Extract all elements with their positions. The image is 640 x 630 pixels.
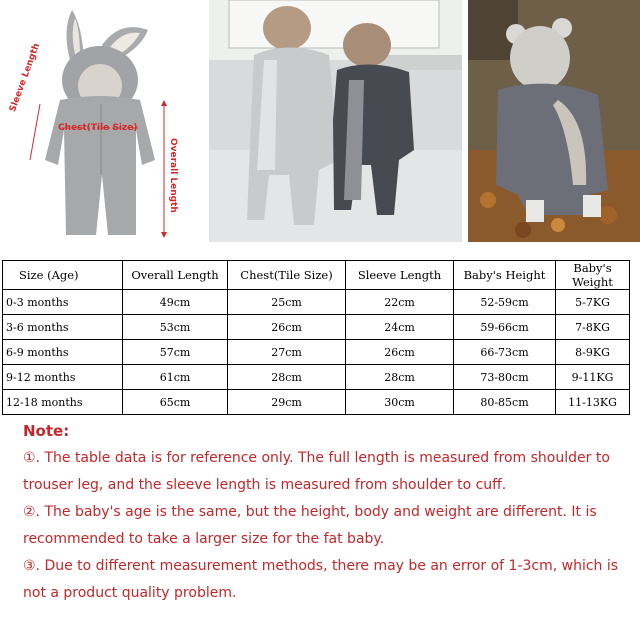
cell-overall: 61cm <box>123 365 228 390</box>
cell-weight: 8-9KG <box>556 340 630 365</box>
table-row <box>3 340 630 365</box>
header-sleeve-length: Sleeve Length <box>346 261 454 290</box>
babies-window-photo <box>209 0 462 242</box>
cell-height: 80-85cm <box>454 390 556 415</box>
chest-measure-label: Chest(Tile Size) <box>58 123 138 133</box>
table-header-row <box>3 261 630 290</box>
cell-size: 6-9 months <box>3 340 123 365</box>
notes-title: Note: <box>23 422 70 440</box>
cell-height: 59-66cm <box>454 315 556 340</box>
cell-size: 12-18 months <box>3 390 123 415</box>
header-size-age: Size (Age) <box>3 261 123 290</box>
note-item-1: ①. The table data is for reference only. The full length is measured from shoulder to trouser leg, and the sleeve length is measured from shoulder to cuff. <box>23 450 610 493</box>
cell-chest: 27cm <box>228 340 346 365</box>
table-row <box>3 390 630 415</box>
header-baby-height: Baby's Height <box>454 261 556 290</box>
cell-weight: 11-13KG <box>556 390 630 415</box>
cell-chest: 29cm <box>228 390 346 415</box>
table-row <box>3 365 630 390</box>
cell-sleeve: 30cm <box>346 390 454 415</box>
overall-length-measure-label: Overall Length <box>168 138 178 213</box>
cell-overall: 53cm <box>123 315 228 340</box>
table-row <box>3 290 630 315</box>
cell-chest: 28cm <box>228 365 346 390</box>
header-chest: Chest(Tile Size) <box>228 261 346 290</box>
cell-size: 9-12 months <box>3 365 123 390</box>
cell-weight: 7-8KG <box>556 315 630 340</box>
notes-section <box>23 418 633 607</box>
cell-sleeve: 28cm <box>346 365 454 390</box>
cell-height: 52-59cm <box>454 290 556 315</box>
cell-chest: 26cm <box>228 315 346 340</box>
cell-sleeve: 22cm <box>346 290 454 315</box>
size-chart-table <box>2 260 630 415</box>
cell-overall: 57cm <box>123 340 228 365</box>
cell-sleeve: 26cm <box>346 340 454 365</box>
cell-weight: 5-7KG <box>556 290 630 315</box>
note-item-2: ②. The baby's age is the same, but the height, body and weight are different. It is recommended to take a larger size for the fat baby. <box>23 504 597 547</box>
size-diagram-image <box>0 0 204 242</box>
cell-height: 73-80cm <box>454 365 556 390</box>
cell-chest: 25cm <box>228 290 346 315</box>
table-row <box>3 315 630 340</box>
header-baby-weight: Baby's Weight <box>556 261 630 290</box>
baby-leaves-photo <box>468 0 640 242</box>
header-overall-length: Overall Length <box>123 261 228 290</box>
sleeve-measure-label: Sleeve Length <box>8 42 43 114</box>
cell-size: 3-6 months <box>3 315 123 340</box>
cell-weight: 9-11KG <box>556 365 630 390</box>
cell-overall: 49cm <box>123 290 228 315</box>
cell-height: 66-73cm <box>454 340 556 365</box>
cell-size: 0-3 months <box>3 290 123 315</box>
note-item-3: ③. Due to different measurement methods, there may be an error of 1-3cm, which is not a product quality problem. <box>23 558 619 601</box>
cell-overall: 65cm <box>123 390 228 415</box>
cell-sleeve: 24cm <box>346 315 454 340</box>
